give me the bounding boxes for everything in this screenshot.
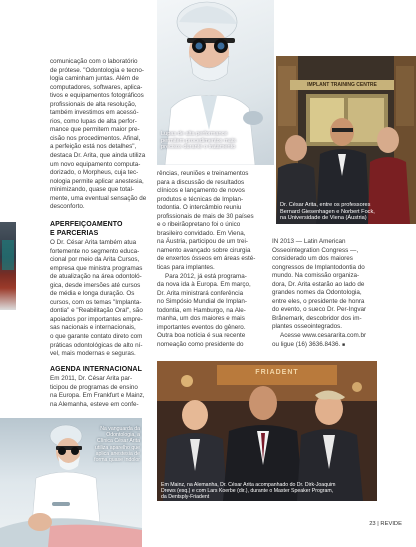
col1-bottom-text: Em 2011, Dr. César Arita par- ticipou de programas de ensino na Europa. Em Frankfurt e Mainz, na Alemanha, esteve em confe-: [50, 375, 145, 408]
vienna-photo: [276, 56, 416, 224]
mainz-illustration: [157, 361, 377, 501]
friadent-sign: FRIADENT: [255, 369, 299, 376]
page-number: 23: [369, 521, 376, 527]
heading-aperfeicoamento: APERFEIÇOAMENTO E PARCERIAS: [50, 221, 123, 237]
heading-agenda-internacional: AGENDA INTERNACIONAL: [50, 366, 142, 373]
col3-text: IN 2013 — Latin American Osseointegration Congress —, considerado um dos maiores congressos de Implantodontia do mundo. Na comissão organiza- dora, Dr. Arita estarão ao lado de grandes nomes da Odontologia, entre eles, o presidente de honra do evento, o sueco Dr. Per-Ingvar Brånemark, descobridor dos im- plantes osseointegrados. Acesse www.cesararita.com.br ou ligue (16) 3636.8436. ■: [272, 238, 367, 348]
loupes-caption: Lupas de alta performance permitem procedimentos mais precisos durante o tratamento: [161, 131, 236, 151]
training-centre-sign: IMPLANT TRAINING CENTRE: [307, 82, 377, 88]
left-edge-photo: [0, 222, 16, 310]
magazine-name: REVIDE: [380, 521, 402, 527]
col2-text: rências, reuniões e treinamentos para a discussão de resultados clínicos e lançamento de novos produtos e técnicas de Implan- todontia. O intercâmbio reuniu profissionais de mais de 30 países e o ribeirãopretano foi o único brasileiro convidado. Em Viena, na Áustria, participou de um trei- namento avançado sobre cirurgia de enxertos ósseos em áreas esté- ticas para implantes. Para 2012, já está programa- da nova ida à Europa. Em março, Dr. Arita ministrará conferência no Simpósio Mundial de Implan- todontia, em Hamburgo, na Ale- manha, um dos maiores e mais importantes eventos do gênero. Outra boa notícia é sua recente nomeação como presidente do: [157, 170, 256, 348]
loupes-photo: [157, 0, 274, 165]
end-mark: ■: [342, 341, 346, 348]
mainz-caption: Em Mainz, na Alemanha, Dr. César Arita acompanhado do Dr. Dirk-Joaquim Drews (esq.) e com Lars Koerbe (dir.), durante o Master Speaker Program, da Dentsply-Friadent: [161, 482, 336, 500]
mainz-photo: [157, 361, 377, 501]
clinic-caption: Na vanguarda da Odontologia, a Clínica César Arita utiliza aparelho que aplica anestesia de forma quase indolor: [94, 426, 140, 464]
vienna-caption: Dr. César Arita, entre os professores Bernard Giesenhagen e Norbert Fock, na Universidade de Viena (Áustria): [280, 202, 375, 222]
clinic-photo: [0, 418, 142, 547]
page-folio: 23 | REVIDE: [369, 521, 402, 527]
col1-top-text: comunicação com o laboratório de prótese. "Odontologia e tecno- logia caminham juntas. Além de computadores, softwares, aplica- tivos e equipamentos fotográficos profissionais de alta resolução, também investimos em acessó- rios, como lupas de alta perfor- mance que permitem maior pre- cisão nos procedimentos. Afinal, a perfeição está nos detalhes", destaca Dr. Arita, que ainda utiliza um novo equipamento computa- dorizado, o Morpheus, cuja tec- nologia permite aplicar anestesia, minimizando, quase que total- mente, uma eventual sensação de desconforto.: [50, 58, 147, 211]
col1-mid-text: O Dr. César Arita também atua fortemente no segmento educa- cional por meio da Arita Cursos, empresa que ministra programas de atualização na área odontoló- gica, desde imersões até cursos de média e longa duração. Os cursos, com os temas "Implanta- dontia" e "Reabilitação Oral", são apoiados por importantes empre- sas nacionais e internacionais, o que garante contato direto com práticas odontológicas de alto ní- vel, mais modernas e seguras.: [50, 239, 143, 358]
